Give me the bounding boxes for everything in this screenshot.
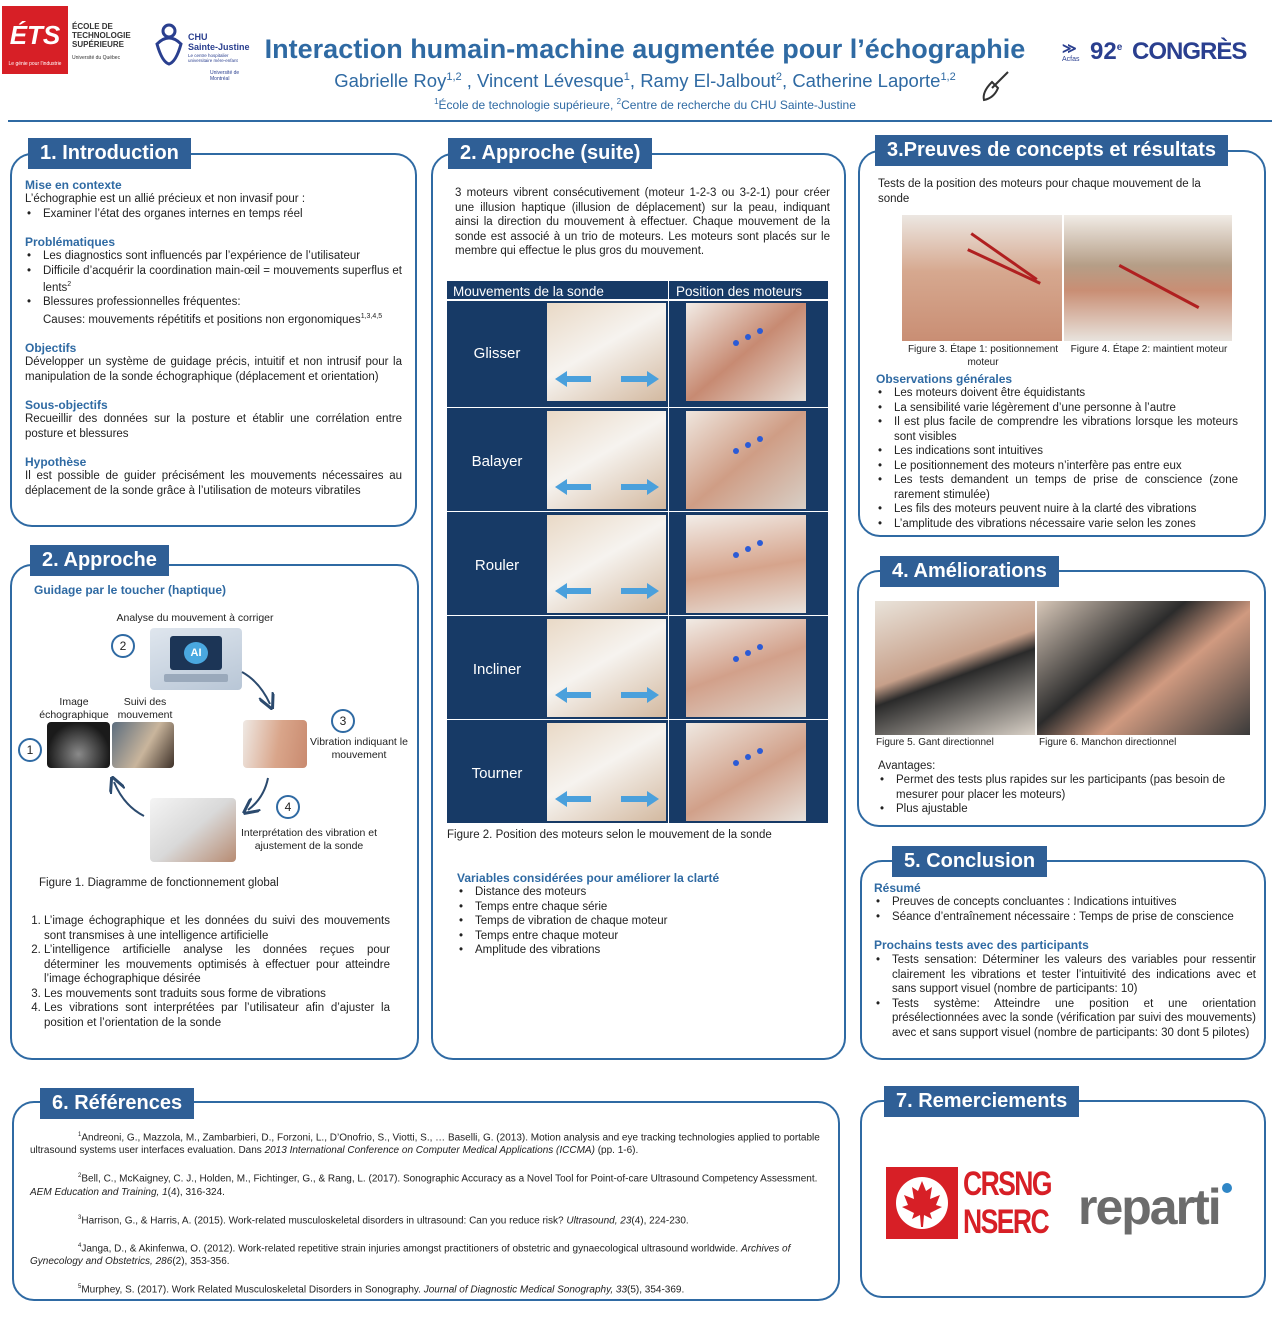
variables-heading: Variables considérées pour améliorer la clarté [457, 871, 720, 885]
step2-label: Analyse du mouvement à corriger [116, 612, 274, 624]
chu-sub: Le centre hospitalier universitaire mère-enfant [188, 53, 238, 63]
suivi-label: Suivi des mouvement [117, 696, 173, 721]
references-title: 6. Références [40, 1088, 194, 1119]
table-row-label: Tourner [471, 765, 523, 782]
step-item: 4. Les vibrations sont interprétées par l’utilisateur afin d’ajuster la position et l’orientation de la sonde [44, 1001, 390, 1030]
author: Gabrielle Roy [334, 70, 447, 91]
direction-arrow-icon [547, 303, 666, 401]
ets-logo [2, 6, 68, 74]
ultrasound-image [47, 722, 110, 768]
prob-causes-sup: 1,3,4,5 [360, 312, 383, 320]
table-row-separator [447, 407, 828, 408]
table-row-label: Balayer [471, 453, 523, 470]
ameliorations-title: 4. Améliorations [880, 556, 1059, 587]
aff2: Centre de recherche du CHU Sainte-Justine [621, 98, 856, 112]
congres-number [1090, 38, 1122, 66]
reference-journal: 2013 International Conference on Computer Medical Applications (ICCMA) [264, 1145, 595, 1157]
direction-arrow-icon [547, 411, 666, 509]
reference-item [30, 1129, 820, 1157]
congres-sup: e [1116, 42, 1123, 53]
aff-sup: 1 [434, 97, 439, 106]
motor-dots-icon [686, 619, 806, 717]
approche-title: 2. Approche [30, 545, 169, 576]
reference-item [30, 1212, 820, 1227]
reference-journal: Journal of Diagnostic Medical Sonography, 33 [423, 1284, 628, 1296]
congres-num: 92 [1090, 38, 1117, 65]
motor-position-image [686, 411, 806, 509]
figure4-image [1064, 215, 1232, 341]
reference-end: (5), 354-369. [627, 1284, 685, 1296]
observation-item: • Les indications sont intuitives [876, 444, 1238, 459]
ai-label: AI [184, 642, 208, 664]
avantages-list [878, 773, 1242, 817]
hypothese-text: Il est possible de guider précisément les mouvements nécessaires au déplacement de la sonde grâce à l’utilisation de moteurs vibratiles [25, 470, 402, 497]
reference-text: Janga, D., & Akinfenwa, O. (2012). Work-related repetitive strain injuries amongst practitioners of obstetric and gynaecological ultrasound worldwide. [81, 1243, 741, 1255]
ets-line: TECHNOLOGIE [72, 31, 131, 40]
nserc-text: NSERC [963, 1203, 1049, 1241]
avantages-heading: Avantages: [878, 760, 936, 772]
probe-movement-image [547, 303, 666, 401]
reference-sup: 1 [78, 1132, 82, 1138]
step-number: 3 [331, 709, 355, 733]
hypothese-heading: Hypothèse [25, 455, 87, 470]
observation-item: • Les fils des moteurs peuvent nuire à la clarté des vibrations [876, 502, 1238, 517]
reference-text: Bell, C., McKaigney, C. J., Holden, M., Fichtinger, G., & Rang, L. (2017). Sonographic Accuracy as a Novel Tool for Point-of-care Ultrasound Competency Assessment. [81, 1173, 818, 1185]
resume-item: • Séance d’entraînement nécessaire : Temps de prise de conscience [874, 910, 1256, 925]
references-list [30, 1129, 820, 1310]
chu-label: CHU [188, 32, 208, 42]
interpretation-label: Interprétation des vibration et ajustement de la sonde [241, 827, 377, 852]
vibration-label: Vibration indiquant le mouvement [310, 736, 408, 761]
chu-name: Sainte-Justine [188, 42, 250, 52]
figure3-caption: Figure 3. Étape 1: positionnement moteur [907, 344, 1059, 368]
prob-sup: 2 [67, 281, 72, 288]
reference-sup: 2 [78, 1173, 82, 1180]
resume-list [874, 895, 1256, 924]
motor-position-image [686, 619, 806, 717]
reference-sup: 4 [78, 1242, 82, 1249]
variable-item: • Temps entre chaque moteur [457, 929, 817, 944]
table-row-separator [447, 615, 828, 616]
probe-hand-image [150, 798, 236, 862]
reparti-logo: reparti [1078, 1179, 1220, 1235]
approche-sub: Guidage par le toucher (haptique) [34, 583, 227, 597]
step-number: 1 [18, 738, 42, 762]
problematiques-heading: Problématiques [25, 235, 116, 249]
ets-logo-text: ÉTS [9, 20, 61, 50]
tracking-image [112, 722, 174, 768]
step-number: 2 [111, 634, 135, 658]
table-row-separator [447, 511, 828, 512]
reference-item [30, 1240, 820, 1268]
udem-label: Université de Montréal [210, 70, 240, 82]
variable-item: • Distance des moteurs [457, 885, 817, 900]
table-divider [668, 281, 669, 823]
motor-dots-icon [686, 515, 806, 613]
step-number: 4 [276, 795, 300, 819]
intro-body [25, 178, 402, 498]
probe-movement-image [547, 411, 666, 509]
table-col1-header: Mouvements de la sonde [453, 284, 604, 299]
prob-bullet-text: Difficile d’acquérir la coordination main-œil = mouvements superflus et lents [43, 264, 402, 294]
approche-steps [30, 914, 390, 1030]
variable-item: • Temps de vibration de chaque moteur [457, 914, 817, 929]
acfas-chevron-icon: ≫ [1062, 40, 1077, 56]
crsng-logo [886, 1167, 958, 1239]
reference-end: (4), 224-230. [631, 1214, 689, 1226]
sous-objectifs-heading: Sous-objectifs [25, 398, 108, 413]
ets-sub: Université du Québec [72, 55, 121, 61]
motor-position-image [686, 303, 806, 401]
direction-arrow-icon [547, 515, 666, 613]
table-row-separator [447, 719, 828, 720]
observation-item: • La sensibilité varie légèrement d’une personne à l’autre [876, 401, 1238, 416]
chu-icon [152, 22, 186, 66]
probe-movement-image [547, 515, 666, 613]
preuves-intro: Tests de la position des moteurs pour chaque mouvement de la sonde [878, 178, 1201, 205]
table-row-label: Incliner [472, 661, 522, 678]
author-sup: 1,2 [446, 70, 462, 83]
author-sup: 1,2 [940, 70, 956, 83]
contexte-heading: Mise en contexte [25, 178, 122, 192]
affiliations [230, 97, 1060, 112]
observation-item: • Le positionnement des moteurs n’interfère pas entre eux [876, 459, 1238, 474]
reference-item [30, 1281, 820, 1296]
avantage-item: • Plus ajustable [878, 802, 1242, 817]
variable-item: • Temps entre chaque série [457, 900, 817, 915]
motor-position-image [686, 515, 806, 613]
figure2-caption: Figure 2. Position des moteurs selon le mouvement de la sonde [447, 829, 772, 841]
reference-journal: Ultrasound, 23 [566, 1214, 632, 1226]
author-sup: 1 [623, 70, 630, 83]
probe-movement-image [547, 723, 666, 821]
figure1-caption: Figure 1. Diagramme de fonctionnement global [39, 877, 279, 889]
motor-dots-icon [686, 411, 806, 509]
ets-tagline: Le génie pour l'industrie [8, 61, 62, 67]
acfas-logo [1062, 38, 1252, 68]
reference-journal: AEM Education and Training, 1 [30, 1186, 168, 1198]
next-tests-list [874, 953, 1256, 1040]
author-sup: 2 [775, 70, 783, 83]
author: , Vincent Lévesque [461, 70, 624, 91]
table-row-label: Glisser [473, 345, 521, 362]
reference-end: (4), 316-324. [167, 1186, 225, 1198]
next-test-item: • Tests système: Atteindre une position et une orientation présélectionnées avec la sonde (vérification par suivi des mouvements) avec et sans support visuel (nombre de participants: 30 dont 5 pilotes) [874, 997, 1256, 1041]
intro-title: 1. Introduction [28, 138, 191, 169]
conclusion-title: 5. Conclusion [892, 846, 1047, 877]
prob-causes [25, 310, 402, 327]
figure4-caption: Figure 4. Étape 2: maintient moteur [1070, 344, 1228, 355]
aff-sup: 2 [616, 97, 622, 106]
observation-item: • Les moteurs doivent être équidistants [876, 386, 1238, 401]
variables-list [457, 885, 817, 958]
next-tests-heading: Prochains tests avec des participants [874, 938, 1089, 952]
preuves-title: 3.Preuves de concepts et résultats [875, 135, 1228, 166]
ets-name [72, 22, 131, 63]
reference-journal: Archives of Gynecology and Obstetrics, 286 [30, 1243, 791, 1268]
motor-position-image [686, 723, 806, 821]
maple-leaf-icon [886, 1167, 958, 1239]
objectifs-heading: Objectifs [25, 341, 77, 356]
resume-item: • Preuves de concepts concluantes : Indications intuitives [874, 895, 1256, 910]
reference-text: Andreoni, G., Mazzola, M., Zambarbieri, D., Forzoni, L., D’Onofrio, S., Viotti, S., … Baselli, G. (2013). Motion analysis and eye tracking technologies applied to portable ultrasound systems user interfaces evaluation. Dans [30, 1132, 820, 1157]
figure5-caption: Figure 5. Gant directionnel [876, 737, 994, 748]
image-echo-label: Image échographique [39, 696, 109, 721]
prob-bullet: • Blessures professionnelles fréquentes: [25, 295, 402, 310]
figure6-caption: Figure 6. Manchon directionnel [1039, 737, 1177, 748]
figure6-image [1037, 601, 1250, 735]
observation-item: • Il est plus facile de comprendre les vibrations lorsque les moteurs sont visibles [876, 415, 1238, 444]
reference-sup: 3 [78, 1214, 82, 1221]
approche-suite-intro: 3 moteurs vibrent consécutivement (moteur 1-2-3 ou 3-2-1) pour créer une illusion haptique (illusion de déplacement) sur la peau, indiquant ainsi la direction du mouvement à effectuer. Chaque mouvement de la sonde est associé à un trio de moteurs. Les moteurs sont placés sur le membre qui effectue le plus gros du mouvement. [455, 187, 830, 257]
reference-text: Murphey, S. (2017). Work Related Musculoskeletal Disorders in Sonography. [81, 1284, 424, 1296]
step-item: 1. L’image échographique et les données du suivi des mouvements sont transmises à une intelligence artificielle [44, 914, 390, 943]
table-row-separator [447, 299, 828, 300]
reference-text: Harrison, G., & Harris, A. (2015). Work-related musculoskeletal disorders in ultrasound: Can you reduce risk? [81, 1214, 567, 1226]
authors [230, 70, 1060, 92]
contexte-bullet: • Examiner l’état des organes internes en temps réel [25, 207, 402, 222]
ets-line: SUPÉRIEURE [72, 40, 125, 49]
next-test-item: • Tests sensation: Déterminer les valeurs des variables pour ressentir clairement les vibrations et tester l’intuitivité des indications avec et sans support visuel (nombre de participants: 10) [874, 953, 1256, 997]
prob-causes-text: Causes: mouvements répétitifs et positions non ergonomiques [43, 313, 361, 326]
prob-bullet [25, 264, 402, 296]
poster-title: Interaction humain-machine augmentée pour l’échographie [264, 34, 1026, 64]
figure3-image [902, 215, 1062, 341]
observations-list [876, 386, 1238, 531]
probe-movement-image [547, 619, 666, 717]
figure5-image [875, 601, 1035, 735]
observation-item: • Les tests demandent un temps de prise de conscience (zone rarement stimulée) [876, 473, 1238, 502]
crsng-text: CRSNG [963, 1165, 1051, 1203]
motor-dots-icon [686, 723, 806, 821]
prob-bullet: • Les diagnostics sont influencés par l’expérience de l’utilisateur [25, 249, 402, 264]
aff1: École de technologie supérieure, [438, 98, 617, 112]
arm-vibration-image [243, 720, 307, 768]
objectifs-text: Développer un système de guidage précis, intuitif et non intrusif pour la manipulation de la sonde échographique (déplacement et orientation) [25, 356, 402, 383]
observations-heading: Observations générales [876, 372, 1013, 386]
reference-item [30, 1170, 820, 1198]
step-item: 2. L’intelligence artificielle analyse les données reçues pour déterminer les mouvements optimisés à effectuer pour atteindre l’image échographique désirée [44, 943, 390, 987]
motor-dots-icon [686, 303, 806, 401]
direction-arrow-icon [547, 723, 666, 821]
author: , Ramy El-Jalbout [629, 70, 776, 91]
author: , Catherine Laporte [782, 70, 941, 91]
reference-sup: 5 [78, 1284, 82, 1291]
congres-word: CONGRÈS [1132, 38, 1247, 65]
variable-item: • Amplitude des vibrations [457, 943, 817, 958]
reference-end: (pp. 1-6). [594, 1145, 639, 1157]
observation-item: • L’amplitude des vibrations nécessaire varie selon les zones [876, 517, 1238, 532]
contexte-text: L’échographie est un allié précieux et non invasif pour : [25, 193, 306, 205]
motor-table [447, 281, 828, 823]
acfas-label: Acfas [1062, 56, 1080, 63]
table-col2-header: Position des moteurs [676, 284, 803, 299]
avantage-item: • Permet des tests plus rapides sur les participants (pas besoin de mesurer pour placer les moteurs) [878, 773, 1242, 802]
reparti-dot-icon [1222, 1183, 1232, 1193]
remerciements-title: 7. Remerciements [884, 1086, 1079, 1117]
reference-end: (2), 353-356. [172, 1256, 230, 1268]
resume-heading: Résumé [874, 881, 921, 895]
direction-arrow-icon [547, 619, 666, 717]
sous-objectifs-text: Recueillir des données sur la posture et établir une corrélation entre posture et blessures [25, 413, 402, 440]
ets-line: ÉCOLE DE [72, 22, 113, 31]
step-item: 3. Les mouvements sont traduits sous forme de vibrations [44, 987, 390, 1002]
approche-suite-title: 2. Approche (suite) [448, 138, 652, 169]
header-divider [8, 120, 1272, 122]
table-row-label: Rouler [474, 557, 520, 574]
